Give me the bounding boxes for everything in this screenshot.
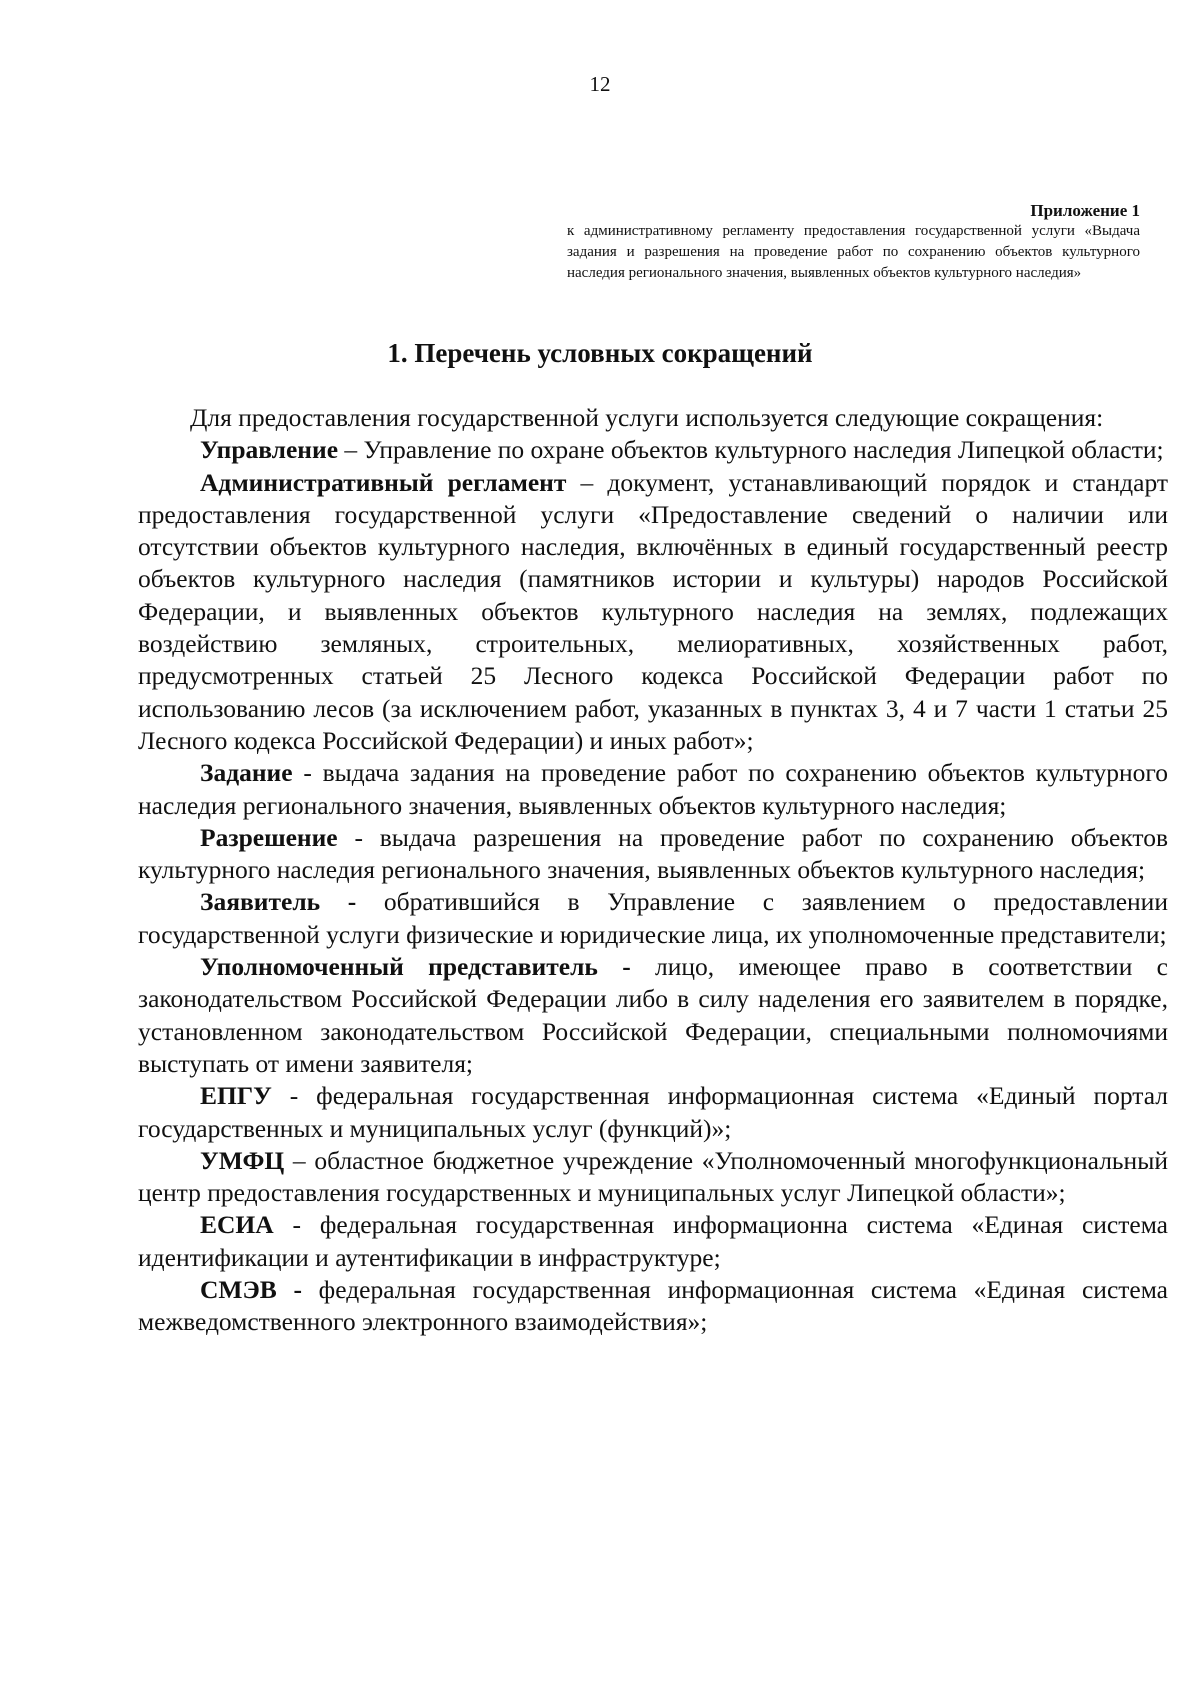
definition-upravlenie: [138, 434, 1168, 466]
definition-text: - федеральная государственная информационна система «Единая система идентификации и аутентификации в инфраструктуре;: [138, 1210, 1168, 1272]
document-body: [128, 402, 1168, 1339]
definition-text: – Управление по охране объектов культурного наследия Липецкой области;: [338, 435, 1164, 465]
definition-text: - выдача задания на проведение работ по сохранению объектов культурного наследия регионального значения, выявленных объектов культурного наследия;: [138, 758, 1168, 820]
appendix-block: [567, 200, 1140, 284]
definition-term: Уполномоченный представитель -: [200, 952, 631, 982]
definition-term: СМЭВ -: [200, 1275, 302, 1305]
definition-text: – областное бюджетное учреждение «Уполномоченный многофункциональный центр предоставления государственных и муниципальных услуг Липецкой области»;: [138, 1145, 1168, 1208]
definition-term: Заявитель -: [200, 887, 357, 917]
appendix-title: Приложение 1: [1030, 201, 1140, 220]
definition-smev: [138, 1274, 1168, 1339]
definition-text: – документ, устанавливающий порядок и стандарт предоставления государственной услуги «Предоставление сведений о наличии или отсутствии объектов культурного наследия, включённых в единый государственный реестр объектов культурного наследия (памятников истории и культуры) народов Российской Федерации, и выявленных объектов культурного наследия на землях, подлежащих воздействию земляных, строительных, мелиоративных, хозяйственных работ, предусмотренных статьей 25 Лесного кодекса Российской Федерации работ по использованию лесов (за исключением работ, указанных в пунктах 3, 4 и 7 части 1 статьи 25 Лесного кодекса Российской Федерации) и иных работ»;: [138, 467, 1168, 755]
definition-text: лицо, имеющее право в соответствии с законодательством Российской Федерации либо в силу наделения его заявителем в порядке, установленном законодательством Российской Федерации, специальными полномочиями выступать от имени заявителя;: [138, 952, 1168, 1078]
definition-text: - федеральная государственная информационная система «Единый портал государственных и муниципальных услуг (функций)»;: [138, 1081, 1168, 1143]
definition-razreshenie: [138, 822, 1168, 887]
definition-term: Управление: [200, 435, 339, 465]
definition-predstavitel: [138, 951, 1168, 1080]
definition-term: УМФЦ: [200, 1145, 285, 1175]
definition-zadanie: [138, 757, 1168, 822]
definition-term: Задание: [200, 758, 293, 788]
definition-text: обратившийся в Управление с заявлением о предоставлении государственной услуги физические и юридические лица, их уполномоченные представители;: [138, 887, 1168, 949]
definition-term: ЕПГУ: [200, 1081, 272, 1111]
intro-paragraph: Для предоставления государственной услуги используется следующие сокращения:: [190, 403, 1104, 432]
definition-text: - выдача разрешения на проведение работ по сохранению объектов культурного наследия регионального значения, выявленных объектов культурного наследия;: [138, 822, 1168, 885]
section-title: 1. Перечень условных сокращений: [387, 338, 813, 368]
definition-epgu: [138, 1080, 1168, 1145]
definition-admin-reglament: [138, 467, 1168, 758]
definition-esia: [138, 1209, 1168, 1274]
definition-term: ЕСИА: [200, 1210, 274, 1240]
definition-zayavitel: [138, 886, 1168, 951]
appendix-text: к административному регламенту предоставления государственной услуги «Выдача задания и разрешения на проведение работ по сохранению объектов культурного наследия регионального значения, выявленных объектов культурного наследия»: [567, 223, 1140, 281]
definition-umfc: [138, 1145, 1168, 1210]
page-number: 12: [589, 72, 611, 96]
definition-term: Административный регламент: [200, 467, 567, 497]
definition-text: федеральная государственная информационная система «Единая система межведомственного электронного взаимодействия»;: [138, 1275, 1168, 1337]
definition-term: Разрешение: [200, 822, 338, 852]
